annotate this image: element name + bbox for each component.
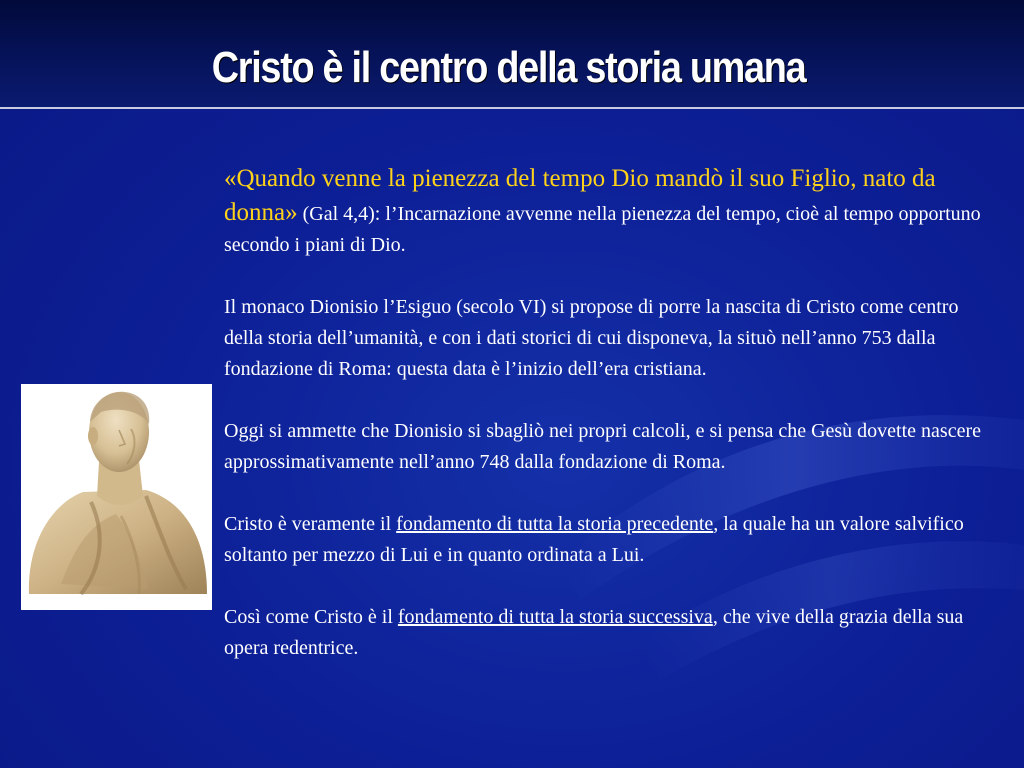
paragraph-text: Così come Cristo è il	[224, 606, 398, 628]
paragraph-dionysius: Il monaco Dionisio l’Esiguo (secolo VI) si propose di porre la nascita di Cristo come centro della storia dell’umanità, e con i dati storici di cui disponeva, la situò nell’anno 753 dalla fondazione di Roma: questa data è l’inizio dell’era cristiana.	[224, 296, 959, 380]
underlined-phrase-past: fondamento di tutta la storia precedente	[396, 513, 714, 535]
paragraph-incarnation	[224, 162, 984, 261]
paragraph-text: (Gal 4,4): l’Incarnazione avvenne nella pienezza del tempo, cioè al tempo opportuno secondo i piani di Dio.	[224, 203, 981, 256]
paragraph-foundation-past	[224, 509, 984, 571]
slide-title: Cristo è il centro della storia umana	[211, 43, 806, 92]
paragraph-text: Cristo è veramente il	[224, 513, 397, 535]
paragraph-text: , che vive della grazia della sua opera redentrice.	[224, 606, 964, 659]
roman-bust-image	[21, 384, 212, 610]
paragraph-calculation-error: Oggi si ammette che Dionisio si sbagliò nei propri calcoli, e si pensa che Gesù dovette nascere approssimativamente nell’anno 748 dalla fondazione di Roma.	[224, 420, 982, 473]
paragraph-foundation-future	[224, 602, 984, 664]
body-text	[224, 162, 984, 664]
title-divider	[0, 107, 1024, 109]
underlined-phrase-future: fondamento di tutta la storia successiva	[397, 606, 713, 628]
paragraph-text: , la quale ha un valore salvifico soltanto per mezzo di Lui e in quanto ordinata a Lui.	[224, 513, 964, 566]
scripture-quote: «Quando venne la pienezza del tempo Dio mandò il suo Figlio, nato da donna»	[224, 165, 936, 226]
